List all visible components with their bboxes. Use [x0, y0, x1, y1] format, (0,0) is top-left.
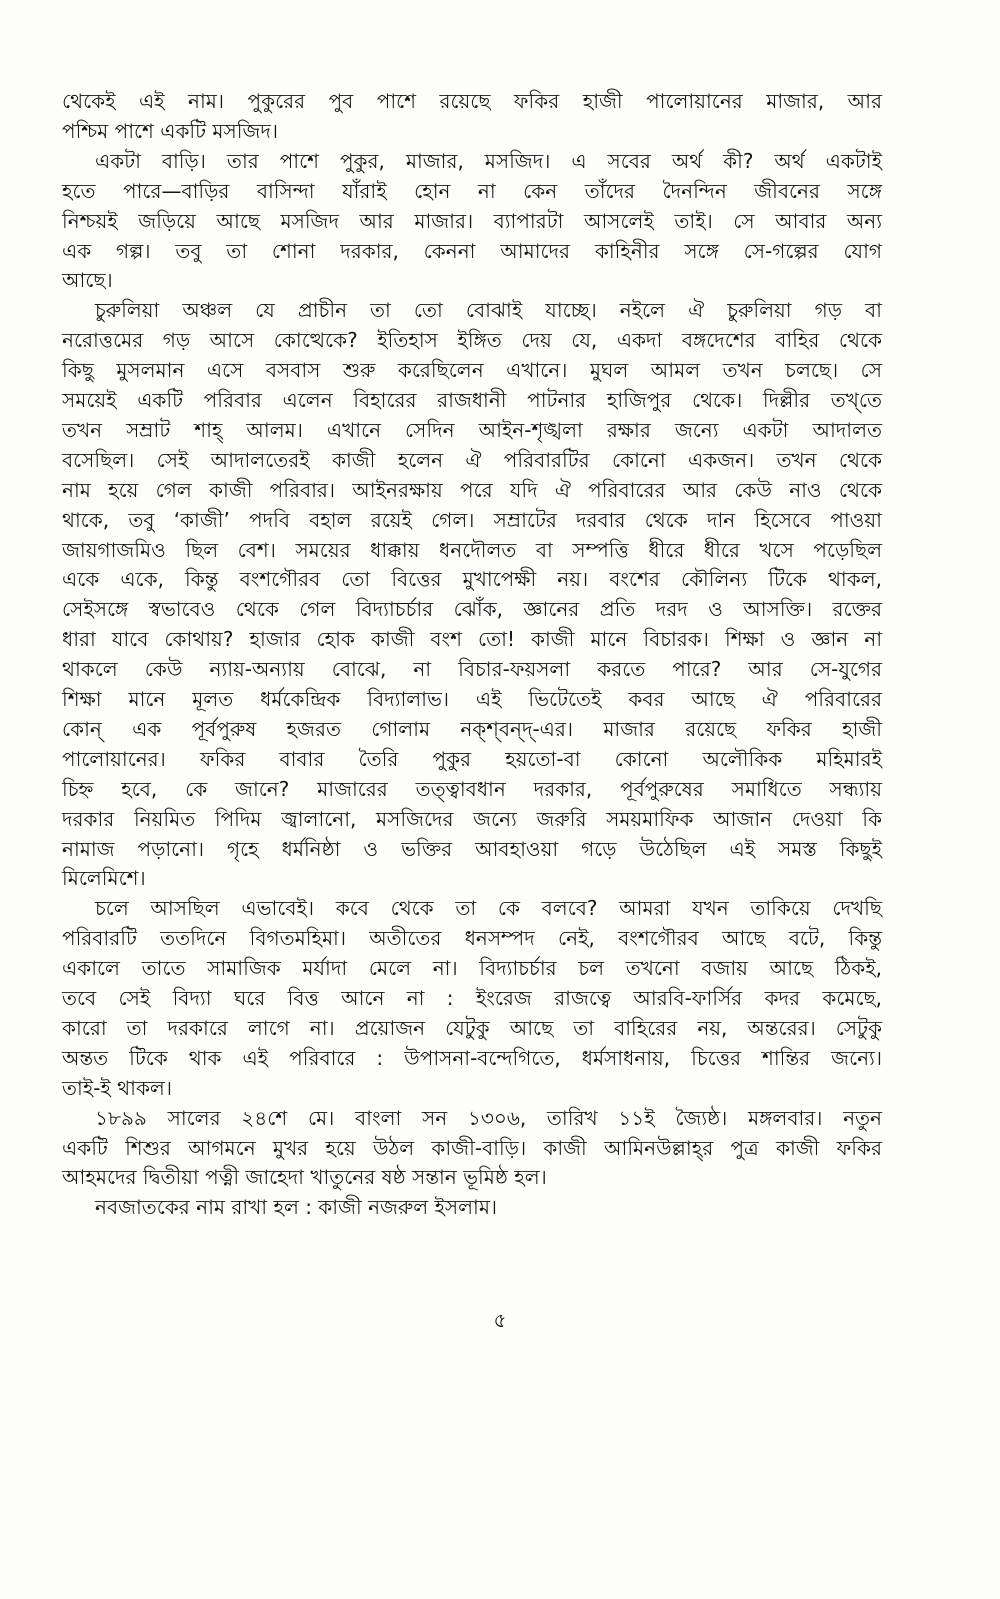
text-line: কোন্‌ এক পূর্বপুরুষ হজরত গোলাম নক্‌শ্‌বন্দ্‌-এর। মাজার রয়েছে ফকির হাজী — [62, 716, 882, 741]
text-line: নিশ্চয়ই জড়িয়ে আছে মসজিদ আর মাজার। ব্যাপারটা আসলেই তাই। সে আবার অন্য — [62, 208, 882, 233]
text-line: একে একে, কিন্তু বংশগৌরব তো বিত্তের মুখাপেক্ষী নয়। বংশের কৌলিন্য টিকে থাকল, — [62, 567, 882, 592]
text-line: এক গল্প। তবু তা শোনা দরকার, কেননা আমাদের কাহিনীর সঙ্গে সে-গল্পের যোগ — [62, 238, 882, 263]
text-line: চুরুলিয়া অঞ্চল যে প্রাচীন তা তো বোঝাই যাচ্ছে। নইলে ঐ চুরুলিয়া গড় বা — [95, 298, 882, 323]
text-line: নবজাতকের নাম রাখা হল : কাজী নজরুল ইসলাম। — [95, 1195, 498, 1220]
text-line: তবে সেই বিদ্যা ঘরে বিত্ত আনে না : ইংরেজ রাজত্বে আরবি-ফার্সির কদর কমেছে, — [62, 986, 882, 1010]
text-line: জায়গাজমিও ছিল বেশ। সময়ের ধাক্কায় ধনদৌলত বা সম্পত্তি ধীরে ধীরে খসে পড়েছিল — [62, 537, 882, 562]
text-line: কিছু মুসলমান এসে বসবাস শুরু করেছিলেন এখানে। মুঘল আমল তখন চলছে। সে — [62, 358, 882, 383]
text-line: অন্তত টিকে থাক এই পরিবারে : উপাসনা-বন্দেগিতে, ধর্মসাধনায়, চিত্তের শান্তির জন্যে। — [62, 1045, 882, 1070]
text-line: একালে তাতে সামাজিক মর্যাদা মেলে না। বিদ্যাচর্চার চল তখনো বজায় আছে ঠিকই, — [62, 956, 882, 981]
text-line: থেকেই এই নাম। পুকুরের পুব পাশে রয়েছে ফকির হাজী পালোয়ানের মাজার, আর — [62, 89, 882, 113]
text-line: পালোয়ানের। ফকির বাবার তৈরি পুকুর হয়তো-বা কোনো অলৌকিক মহিমারই — [62, 746, 882, 771]
text-line: পরিবারটি ততদিনে বিগতমহিমা। অতীতের ধনসম্পদ নেই, বংশগৌরব আছে বটে, কিন্তু — [62, 926, 882, 951]
text-line: ধারা যাবে কোথায়? হাজার হোক কাজী বংশ তো! কাজী মানে বিচারক। শিক্ষা ও জ্ঞান না — [62, 627, 882, 652]
text-line: নামাজ পড়ানো। গৃহে ধর্মনিষ্ঠা ও ভক্তির আবহাওয়া গড়ে উঠেছিল এই সমস্ত কিছুই — [62, 836, 882, 861]
text-line: পশ্চিম পাশে একটি মসজিদ। — [62, 118, 279, 143]
text-line: শিক্ষা মানে মূলত ধর্মকেন্দ্রিক বিদ্যালাভ। এই ভিটেতেই কবর আছে ঐ পরিবারের — [62, 687, 882, 711]
text-line: কারো তা দরকারে লাগে না। প্রয়োজন যেটুকু আছে তা বাহিরের নয়, অন্তরের। সেটুকু — [62, 1015, 882, 1040]
text-line: একটা বাড়ি। তার পাশে পুকুর, মাজার, মসজিদ। এ সবের অর্থ কী? অর্থ একটাই — [95, 148, 882, 173]
text-line: থাকলে কেউ ন্যায়-অন্যায় বোঝে, না বিচার-ফয়সলা করতে পারে? আর সে-যুগের — [62, 657, 882, 682]
text-line: আহমদের দ্বিতীয়া পত্নী জাহেদা খাতুনের ষষ্ঠ সন্তান ভূমিষ্ঠ হল। — [62, 1165, 547, 1190]
text-line: তখন সম্রাট শাহ্‌ আলম। এখানে সেদিন আইন-শৃঙ্খলা রক্ষার জন্যে একটা আদালত — [62, 417, 882, 442]
text-line: থাকে, তবু ‘কাজী’ পদবি বহাল রয়েই গেল। সম্রাটের দরবার থেকে দান হিসেবে পাওয়া — [62, 507, 882, 532]
text-line: তাই-ই থাকল। — [62, 1075, 172, 1100]
text-line: মিলেমিশে। — [62, 866, 146, 891]
text-line: বসেছিল। সেই আদালতেরই কাজী হলেন ঐ পরিবারটির কোনো একজন। তখন থেকে — [62, 447, 882, 472]
page-number: ৫ — [493, 1308, 507, 1332]
text-line: আছে। — [62, 268, 113, 293]
text-line: নাম হয়ে গেল কাজী পরিবার। আইনরক্ষায় পরে যদি ঐ পরিবারের আর কেউ নাও থেকে — [62, 477, 882, 502]
text-line: দরকার নিয়মিত পিদিম জ্বালানো, মসজিদের জন্যে জরুরি সময়মাফিক আজান দেওয়া কি — [62, 806, 882, 831]
text-line: সময়েই একটি পরিবার এলেন বিহারের রাজধানী পাটনার হাজিপুর থেকে। দিল্লীর তখ্‌তে — [62, 388, 882, 412]
text-line: হতে পারে—বাড়ির বাসিন্দা যাঁরাই হোন না কেন তাঁদের দৈনন্দিন জীবনের সঙ্গে — [62, 178, 882, 203]
text-line: চলে আসছিল এভাবেই। কবে থেকে তা কে বলবে? আমরা যখন তাকিয়ে দেখছি — [95, 896, 882, 921]
text-line: ১৮৯৯ সালের ২৪শে মে। বাংলা সন ১৩০৬, তারিখ ১১ই জ্যৈষ্ঠ। মঙ্গলবার। নতুন — [95, 1105, 882, 1130]
text-line: সেইসঙ্গে স্বভাবেও থেকে গেল বিদ্যাচর্চার ঝোঁক, জ্ঞানের প্রতি দরদ ও আসক্তি। রক্তের — [62, 597, 882, 622]
text-line: একটি শিশুর আগমনে মুখর হয়ে উঠল কাজী-বাড়ি। কাজী আমিনউল্লাহ্‌র পুত্র কাজী ফকির — [62, 1135, 882, 1160]
text-line: নরোত্তমের গড় আসে কোত্থেকে? ইতিহাস ইঙ্গিত দেয় যে, একদা বঙ্গদেশের বাহির থেকে — [62, 328, 882, 353]
text-line: চিহ্ন হবে, কে জানে? মাজারের তত্ত্বাবধান দরকার, পূর্বপুরুষের সমাধিতে সন্ধ্যায় — [62, 776, 882, 801]
